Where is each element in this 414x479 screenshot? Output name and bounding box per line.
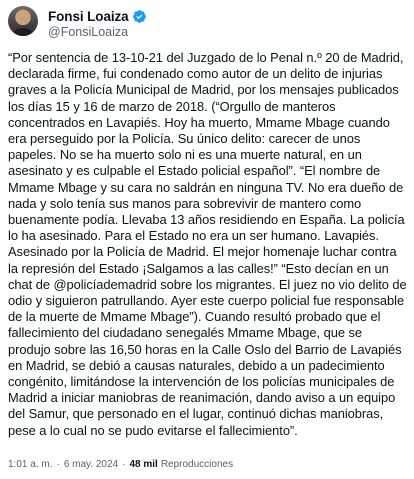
meta-separator: · xyxy=(56,459,60,470)
tweet-header xyxy=(8,6,406,40)
meta-separator-2: · xyxy=(122,459,126,470)
avatar[interactable] xyxy=(8,6,38,36)
author-handle[interactable]: @FonsiLoaiza xyxy=(48,25,129,39)
views-label: Reproducciones xyxy=(160,459,234,470)
tweet-time[interactable]: 1:01 a. m. xyxy=(8,459,53,470)
views-count: 48 mil xyxy=(129,459,158,470)
tweet-meta xyxy=(8,459,408,470)
author-name-line xyxy=(48,8,147,24)
tweet-text: “Por sentencia de 13-10-21 del Juzgado de lo Penal n.º 20 de Madrid, declarada firme, fui condenado como autor de un delito de injurias graves a la Policía Municipal de Madrid, por los mensajes publicados los días 15 y 16 de marzo de 2018. (“Orgullo de manteros concentrados en Lavapiés. Hoy ha muerto, Mmame Mbage cuando era perseguido por la Policía. Su único delito: carecer de unos papeles. No se ha muerto solo ni es una muerte natural, en un asesinato y es culpable el Estado policial español”. “El nombre de Mmame Mbage y su cara no saldrán en ninguna TV. No era dueño de nada y solo tenía sus manos para sobrevivir de mantero como buenamente podía. Llevaba 13 años residiendo en España. La policía lo ha asesinado. Para el Estado no era un ser humano. Lavapiés. Asesinado por la Policía de Madrid. El mejor homenaje luchar contra la represión del Estado ¡Salgamos a las calles!” “Esto decían en un chat de @policíademadrid sobre los migrantes. El juez no vio delito de odio y siguieron patrullando. Ayer este cuerpo policial fue responsable de la muerte de Mmame Mbage”). Cuando resultó probado que el fallecimiento del ciudadano senegalés Mmame Mbage, que se produjo sobre las 16,50 horas en la Calle Oslo del Barrio de Lavapiés en Madrid, se debió a causas naturales, debido a un padecimiento congénito, limitándose la intervención de los policías municipales de Madrid a iniciar maniobras de reanimación, dando aviso a un equipo del Samur, que personado en el lugar, continuó dichas maniobras, pese a lo cual no se pudo evitarse el fallecimiento”. xyxy=(8,50,411,438)
verified-badge-icon[interactable] xyxy=(132,9,147,24)
author-name[interactable]: Fonsi Loaiza xyxy=(48,8,129,24)
tweet-date[interactable]: 6 may. 2024 xyxy=(63,459,119,470)
